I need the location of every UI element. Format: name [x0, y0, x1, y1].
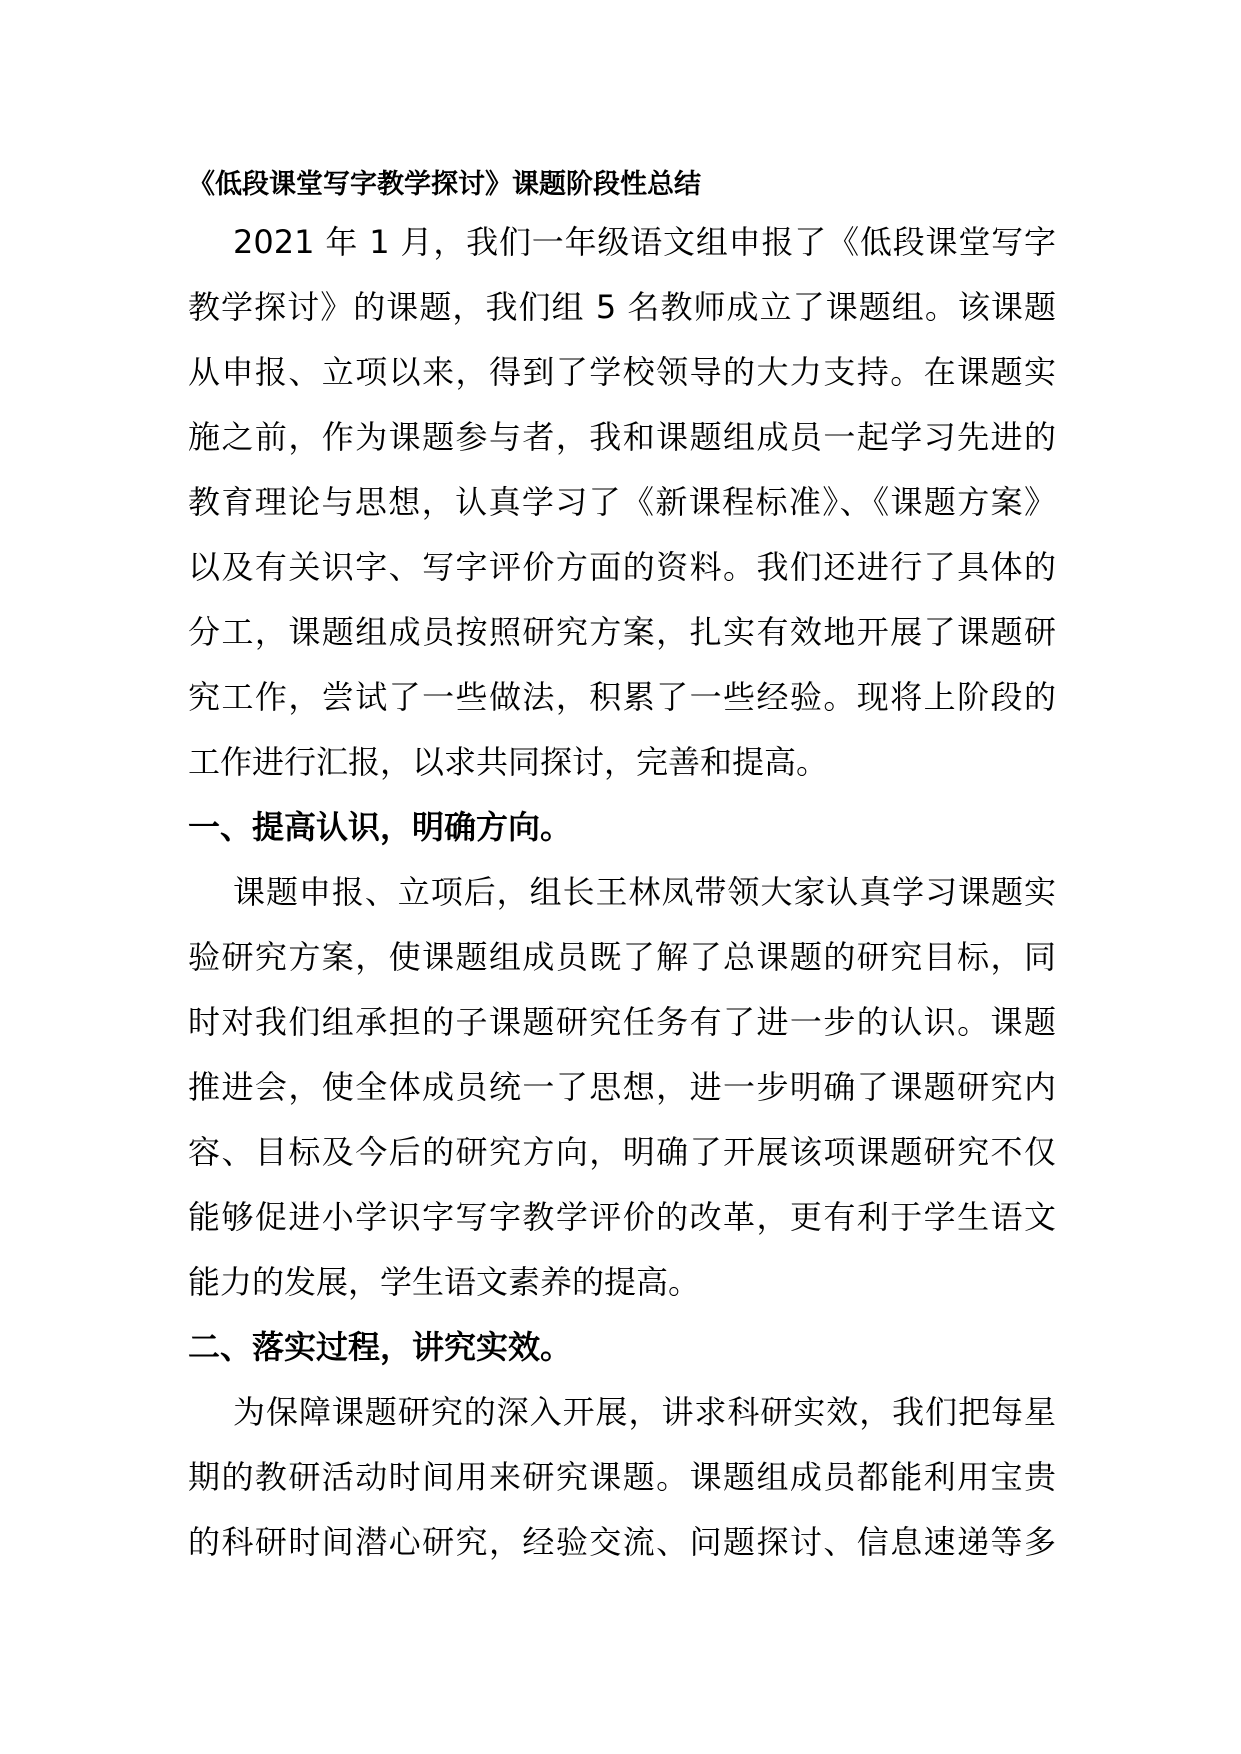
document-body	[188, 160, 1056, 1575]
paragraph-line: 教学探讨》的课题，我们组 5 名教师成立了课题组。该课题	[188, 288, 1056, 326]
paragraph-line: 教育理论与思想，认真学习了《新课程标准》、《课题方案》	[188, 483, 1056, 521]
paragraph-line: 究工作，尝试了一些做法，积累了一些经验。现将上阶段的	[188, 678, 1056, 716]
paragraph-line: 为保障课题研究的深入开展，讲求科研实效，我们把每星	[233, 1393, 1056, 1431]
paragraph-line: 分工，课题组成员按照研究方案，扎实有效地开展了课题研	[188, 613, 1056, 651]
document-title: 《低段课堂写字教学探讨》课题阶段性总结	[188, 169, 701, 200]
paragraph-line: 从申报、立项以来，得到了学校领导的大力支持。在课题实	[188, 353, 1056, 391]
paragraph-line: 能够促进小学识字写字教学评价的改革，更有利于学生语文	[188, 1198, 1056, 1236]
paragraph-line: 2021 年 1 月，我们一年级语文组申报了《低段课堂写字	[233, 223, 1056, 261]
paragraph-line: 能力的发展，学生语文素养的提高。	[188, 1263, 701, 1301]
paragraph-line: 的科研时间潜心研究，经验交流、问题探讨、信息速递等多	[188, 1523, 1056, 1561]
paragraph-line: 课题申报、立项后，组长王林凤带领大家认真学习课题实	[233, 873, 1056, 911]
paragraph-line: 验研究方案，使课题组成员既了解了总课题的研究目标，同	[188, 938, 1056, 976]
paragraph-line: 容、目标及今后的研究方向，明确了开展该项课题研究不仅	[188, 1133, 1056, 1171]
section-heading: 一、提高认识，明确方向。	[188, 808, 573, 846]
section-heading: 二、落实过程，讲究实效。	[188, 1328, 573, 1366]
paragraph-line: 以及有关识字、写字评价方面的资料。我们还进行了具体的	[188, 548, 1056, 586]
paragraph-line: 推进会，使全体成员统一了思想，进一步明确了课题研究内	[188, 1068, 1056, 1106]
paragraph-line: 时对我们组承担的子课题研究任务有了进一步的认识。课题	[188, 1003, 1056, 1041]
paragraph-line: 施之前，作为课题参与者，我和课题组成员一起学习先进的	[188, 418, 1056, 456]
paragraph-line: 工作进行汇报，以求共同探讨，完善和提高。	[188, 743, 829, 781]
paragraph-line: 期的教研活动时间用来研究课题。课题组成员都能利用宝贵	[188, 1458, 1056, 1496]
